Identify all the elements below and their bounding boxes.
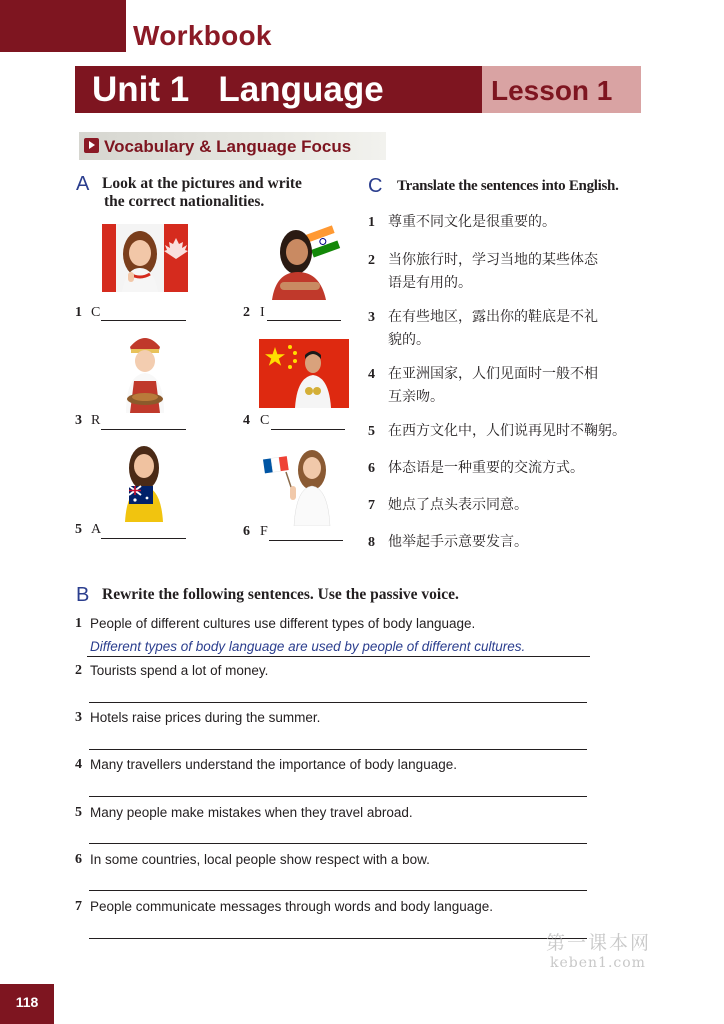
workbook-title: Workbook bbox=[133, 20, 272, 51]
item-number: 5 bbox=[75, 522, 82, 537]
item-number: 1 bbox=[75, 616, 82, 631]
photo-russian-woman bbox=[116, 329, 174, 413]
nationality-prefix: A bbox=[91, 522, 102, 537]
page-number: 118 bbox=[15, 994, 39, 1010]
answer-line[interactable] bbox=[89, 890, 587, 891]
answer-line bbox=[87, 656, 590, 657]
watermark-url: keben1.com bbox=[550, 955, 646, 971]
section-c-instruction: Translate the sentences into English. bbox=[397, 178, 619, 194]
chinese-sentence: 在西方文化中，人们说再见时不鞠躬。 bbox=[388, 423, 626, 439]
item-number: 8 bbox=[368, 535, 375, 550]
answer-blank[interactable] bbox=[267, 320, 341, 321]
chinese-sentence: 体态语是一种重要的交流方式。 bbox=[388, 460, 584, 476]
item-number: 1 bbox=[75, 305, 82, 320]
answer-line[interactable] bbox=[89, 702, 587, 703]
section-a-letter: A bbox=[76, 173, 90, 195]
chinese-sentence-cont: 语是有用的。 bbox=[388, 275, 472, 291]
play-arrow-icon bbox=[84, 138, 99, 153]
item-number: 3 bbox=[368, 310, 375, 325]
photo-chinese-man bbox=[259, 339, 349, 408]
chinese-sentence: 她点了点头表示同意。 bbox=[388, 497, 528, 513]
source-sentence: Hotels raise prices during the summer. bbox=[90, 710, 321, 725]
item-number: 1 bbox=[368, 215, 375, 230]
item-number: 5 bbox=[368, 424, 375, 439]
item-number: 6 bbox=[368, 461, 375, 476]
source-sentence: People communicate messages through words and body language. bbox=[90, 899, 494, 914]
answer-blank[interactable] bbox=[269, 540, 343, 541]
photo-canadian-woman bbox=[102, 224, 188, 292]
source-sentence: Many travellers understand the importance of body language. bbox=[90, 757, 457, 772]
chinese-sentence: 他举起手示意要发言。 bbox=[388, 534, 528, 550]
chinese-sentence-cont: 互亲吻。 bbox=[388, 389, 444, 405]
section-c-letter: C bbox=[368, 175, 383, 197]
chinese-sentence: 尊重不同文化是很重要的。 bbox=[388, 214, 556, 230]
item-number: 2 bbox=[75, 663, 82, 678]
photo-french-woman bbox=[262, 446, 352, 526]
answer-line[interactable] bbox=[89, 749, 587, 750]
item-number: 5 bbox=[75, 805, 82, 820]
nationality-prefix: C bbox=[260, 413, 270, 428]
nationality-prefix: I bbox=[260, 305, 265, 320]
chinese-sentence: 在亚洲国家，人们见面时一般不相 bbox=[388, 366, 598, 382]
item-number: 4 bbox=[243, 413, 250, 428]
source-sentence: Tourists spend a lot of money. bbox=[90, 663, 269, 678]
answer-blank[interactable] bbox=[271, 429, 345, 430]
example-answer: Different types of body language are used by people of different cultures. bbox=[90, 639, 526, 654]
section-banner-title: Vocabulary & Language Focus bbox=[104, 137, 352, 156]
item-number: 2 bbox=[368, 253, 375, 268]
nationality-prefix: F bbox=[260, 524, 268, 539]
item-number: 6 bbox=[243, 524, 250, 539]
item-number: 6 bbox=[75, 852, 82, 867]
item-number: 3 bbox=[75, 413, 82, 428]
photo-australian-woman bbox=[115, 444, 173, 522]
chinese-sentence: 当你旅行时，学习当地的某些体态 bbox=[388, 252, 598, 268]
lesson-title: Lesson 1 bbox=[491, 75, 613, 106]
source-sentence: Many people make mistakes when they travel abroad. bbox=[90, 805, 413, 820]
item-number: 4 bbox=[75, 757, 82, 772]
section-a-instruction-line2: the correct nationalities. bbox=[104, 193, 265, 210]
section-b-letter: B bbox=[76, 584, 90, 606]
answer-blank[interactable] bbox=[101, 429, 186, 430]
header-color-block bbox=[0, 0, 126, 52]
answer-line[interactable] bbox=[89, 796, 587, 797]
photo-indian-woman bbox=[262, 220, 344, 300]
source-sentence: People of different cultures use different types of body language. bbox=[90, 616, 476, 631]
item-number: 2 bbox=[243, 305, 250, 320]
chinese-sentence: 在有些地区，露出你的鞋底是不礼 bbox=[388, 309, 598, 325]
item-number: 3 bbox=[75, 710, 82, 725]
source-sentence: In some countries, local people show respect with a bow. bbox=[90, 852, 430, 867]
answer-line[interactable] bbox=[89, 938, 587, 939]
section-a-instruction-line1: Look at the pictures and write bbox=[102, 175, 302, 192]
answer-blank[interactable] bbox=[101, 538, 186, 539]
chinese-sentence-cont: 貌的。 bbox=[388, 332, 430, 348]
item-number: 7 bbox=[368, 498, 375, 513]
item-number: 7 bbox=[75, 899, 82, 914]
unit-title: Unit 1 Language bbox=[92, 70, 384, 109]
nationality-prefix: C bbox=[91, 305, 101, 320]
item-number: 4 bbox=[368, 367, 375, 382]
section-b-instruction: Rewrite the following sentences. Use the passive voice. bbox=[102, 586, 459, 603]
nationality-prefix: R bbox=[91, 413, 101, 428]
answer-line[interactable] bbox=[89, 843, 587, 844]
watermark-chinese: 第一课本网 bbox=[546, 932, 652, 954]
answer-blank[interactable] bbox=[101, 320, 186, 321]
